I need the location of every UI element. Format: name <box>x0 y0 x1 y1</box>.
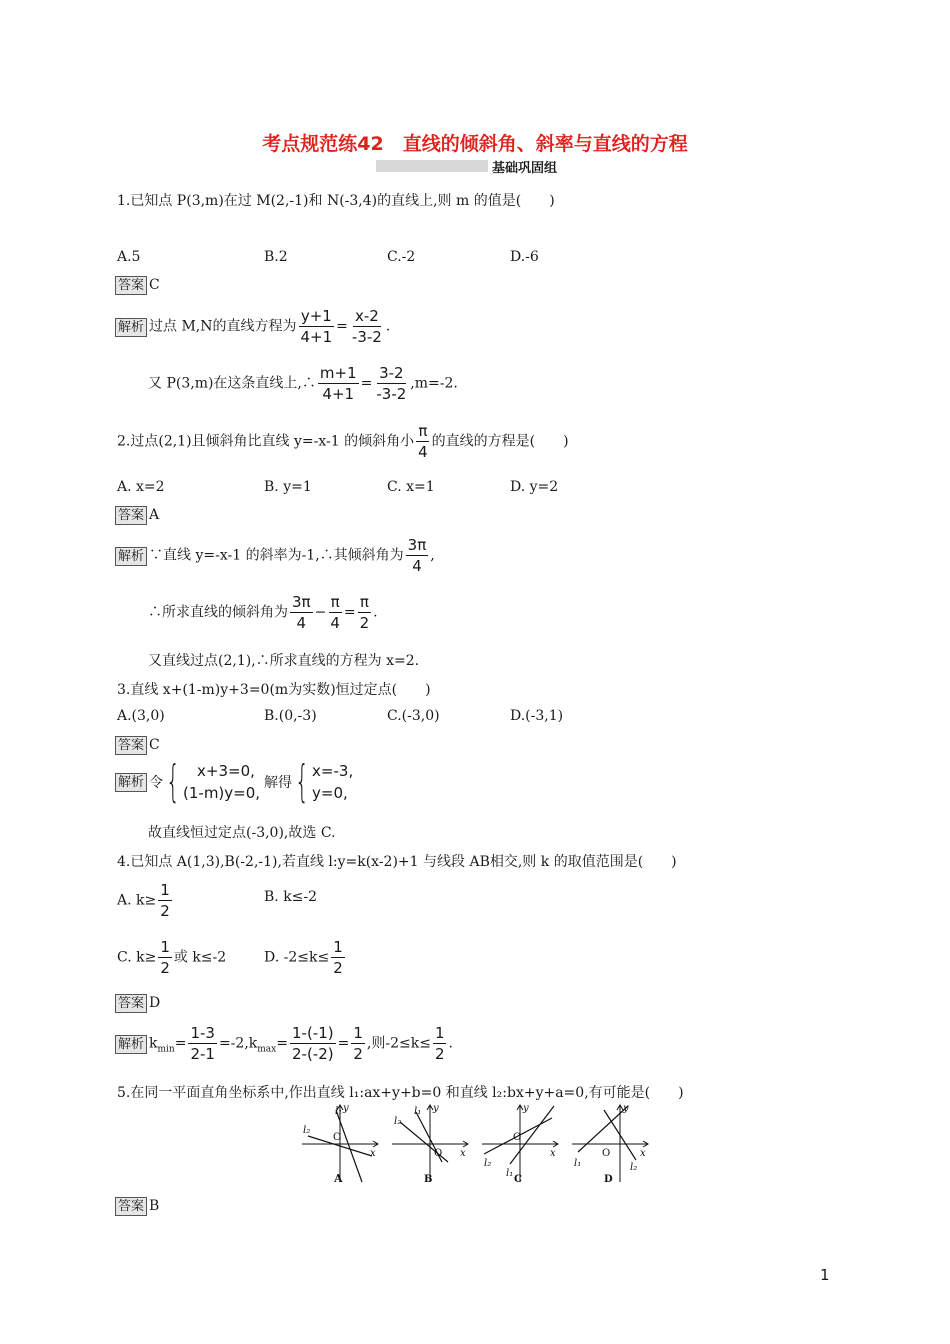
svg-text:x: x <box>640 1148 646 1159</box>
page-title: 考点规范练42 直线的倾斜角、斜率与直线的方程 <box>262 133 688 155</box>
svg-text:y: y <box>343 1103 349 1114</box>
q4-answer-line <box>115 994 160 1013</box>
equation-system: { x+3=0, (1-m)y=0, <box>166 756 261 807</box>
analysis-tag: 解析 <box>115 547 147 566</box>
figure-c <box>482 1103 558 1185</box>
q2-option-c: C. x=1 <box>387 479 435 495</box>
fraction: $\frac{1}{2}$ <box>160 881 170 920</box>
svg-text:l₂: l₂ <box>630 1162 638 1173</box>
q1-analysis-line-1: 解析 过点 M,N的直线方程为 $\frac{y+1}{4+1}$ = $\frac{x-2}{-3-2}$ . <box>115 306 390 347</box>
fraction: $\frac{1}{2}$ <box>353 1024 363 1063</box>
question-1-stem: 1.已知点 P(3,m)在过 M(2,-1)和 N(-3,4)的直线上,则 m 的值是( ) <box>117 193 555 209</box>
svg-text:O: O <box>333 1132 342 1143</box>
q2-analysis-line-1: 解析 ∵直线 y=-x-1 的斜率为-1,∴其倾斜角为 $\frac{3\pi}{4}$ , <box>115 535 435 576</box>
q5-answer-line <box>115 1197 159 1216</box>
fraction: $\frac{x-2}{-3-2}$ <box>351 307 382 346</box>
fraction: $\frac{\pi}{2}$ <box>359 593 370 632</box>
q4-option-d: D. -2≤k≤ $\frac{1}{2}$ <box>264 938 343 977</box>
svg-text:l₂: l₂ <box>303 1125 311 1136</box>
fraction: $\frac{m+1}{4+1}$ <box>319 364 357 403</box>
svg-text:x: x <box>550 1148 556 1159</box>
question-2-stem: 2.过点(2,1)且倾斜角比直线 y=-x-1 的倾斜角小 $\frac{\pi}{4}$ 的直线的方程是( ) <box>117 422 569 461</box>
q3-option-b: B.(0,-3) <box>264 708 317 724</box>
q1-option-a: A.5 <box>117 249 141 265</box>
answer-tag: 答案 <box>115 1197 147 1216</box>
fraction: $\frac{\pi}{4}$ <box>330 593 340 632</box>
section-bar <box>376 160 488 172</box>
fraction: $\frac{3-2}{-3-2}$ <box>376 364 407 403</box>
equation-system: { x=-3, y=0, <box>295 756 354 807</box>
q2-answer: A <box>149 507 160 523</box>
question-4-stem: 4.已知点 A(1,3),B(-2,-1),若直线 l:y=k(x-2)+1 与线段 AB相交,则 k 的取值范围是( ) <box>117 854 677 870</box>
fraction: $\frac{\pi}{4}$ <box>418 422 428 461</box>
q1-answer: C <box>149 277 160 293</box>
question-3-stem: 3.直线 x+(1-m)y+3=0(m为实数)恒过定点( ) <box>117 682 431 698</box>
svg-text:A: A <box>334 1172 343 1185</box>
q2-answer-line <box>115 506 159 525</box>
q3-answer: C <box>149 737 160 753</box>
svg-text:y: y <box>433 1103 439 1114</box>
figure-a <box>302 1103 378 1185</box>
q3-answer-line <box>115 736 160 755</box>
q3-analysis-line-1: 解析 令 { x+3=0, (1-m)y=0, 解得 { x=-3, y=0, <box>115 760 353 804</box>
fraction: $\frac{1}{2}$ <box>160 938 170 977</box>
svg-text:D: D <box>604 1174 613 1185</box>
svg-text:y: y <box>623 1103 629 1114</box>
answer-tag: 答案 <box>115 506 147 525</box>
q4-option-c: C. k≥ $\frac{1}{2}$ 或 k≤-2 <box>117 938 227 977</box>
page-number: 1 <box>820 1266 830 1284</box>
section-title: 基础巩固组 <box>492 161 558 176</box>
fraction: $\frac{1}{2}$ <box>434 1024 445 1063</box>
svg-text:l₁: l₁ <box>574 1158 582 1169</box>
q3-option-c: C.(-3,0) <box>387 708 440 724</box>
q4-option-a: A. k≥ $\frac{1}{2}$ <box>117 881 170 920</box>
q4-analysis-line: 解析 $k_{min}=$ $\frac{1-3}{2-1}$ $=-2,k_{max}=$ $\frac{1-(-1)}{2-(-2)}$ = $\frac{1}{2}$ ,则-2≤k≤ $\frac{1}{2}$ . <box>115 1023 453 1064</box>
fraction: $\frac{1-3}{2-1}$ <box>190 1024 215 1063</box>
q2-option-a: A. x=2 <box>117 479 165 495</box>
q4-answer: D <box>149 995 161 1011</box>
q5-figures <box>300 1100 660 1188</box>
fraction: $\frac{y+1}{4+1}$ <box>300 307 333 346</box>
q3-analysis-line-2: 故直线恒过定点(-3,0),故选 C. <box>148 825 336 841</box>
q3-option-a: A.(3,0) <box>117 708 165 724</box>
q2-option-b: B. y=1 <box>264 479 312 495</box>
q4-option-b: B. k≤-2 <box>264 889 318 905</box>
svg-text:l₂: l₂ <box>394 1116 402 1127</box>
q1-option-b: B.2 <box>264 249 288 265</box>
analysis-tag: 解析 <box>115 318 147 337</box>
fraction: $\frac{3\pi}{4}$ <box>292 593 311 632</box>
fraction: $\frac{1}{2}$ <box>333 938 343 977</box>
svg-text:O: O <box>513 1132 522 1143</box>
svg-text:l₁: l₁ <box>414 1106 422 1117</box>
q1-option-d: D.-6 <box>510 249 539 265</box>
figure-d <box>572 1103 648 1185</box>
q2-option-d: D. y=2 <box>510 479 559 495</box>
svg-text:l₁: l₁ <box>506 1168 514 1179</box>
svg-text:O: O <box>602 1148 611 1159</box>
analysis-tag: 解析 <box>115 1035 147 1054</box>
svg-text:x: x <box>370 1148 376 1159</box>
q1-answer-line <box>115 276 160 295</box>
question-5-stem: 5.在同一平面直角坐标系中,作出直线 l₁:ax+y+b=0 和直线 l₂:bx+y+a=0,有可能是( ) <box>117 1085 684 1101</box>
svg-text:l₂: l₂ <box>484 1158 492 1169</box>
q2-analysis-line-3: 又直线过点(2,1),∴所求直线的方程为 x=2. <box>148 653 420 669</box>
svg-text:l₁: l₁ <box>335 1106 343 1117</box>
q3-option-d: D.(-3,1) <box>510 708 564 724</box>
svg-text:B: B <box>424 1174 433 1185</box>
fraction: $\frac{1-(-1)}{2-(-2)}$ <box>291 1024 334 1063</box>
analysis-tag: 解析 <box>115 773 147 792</box>
svg-text:C: C <box>514 1174 522 1185</box>
svg-text:y: y <box>523 1103 529 1114</box>
answer-tag: 答案 <box>115 276 147 295</box>
svg-text:O: O <box>434 1148 443 1159</box>
q5-answer: B <box>149 1198 160 1214</box>
answer-tag: 答案 <box>115 736 147 755</box>
answer-tag: 答案 <box>115 994 147 1013</box>
svg-text:x: x <box>460 1148 466 1159</box>
q1-analysis-line-2: 又 P(3,m)在这条直线上,∴ $\frac{m+1}{4+1}$ = $\frac{3-2}{-3-2}$ ,m=-2. <box>148 364 458 403</box>
q2-analysis-line-2: ∴所求直线的倾斜角为 $\frac{3\pi}{4}$ − $\frac{\pi}{4}$ = $\frac{\pi}{2}$ . <box>148 593 378 632</box>
figure-b <box>392 1103 468 1185</box>
fraction: $\frac{3\pi}{4}$ <box>407 536 427 575</box>
q1-option-c: C.-2 <box>387 249 416 265</box>
